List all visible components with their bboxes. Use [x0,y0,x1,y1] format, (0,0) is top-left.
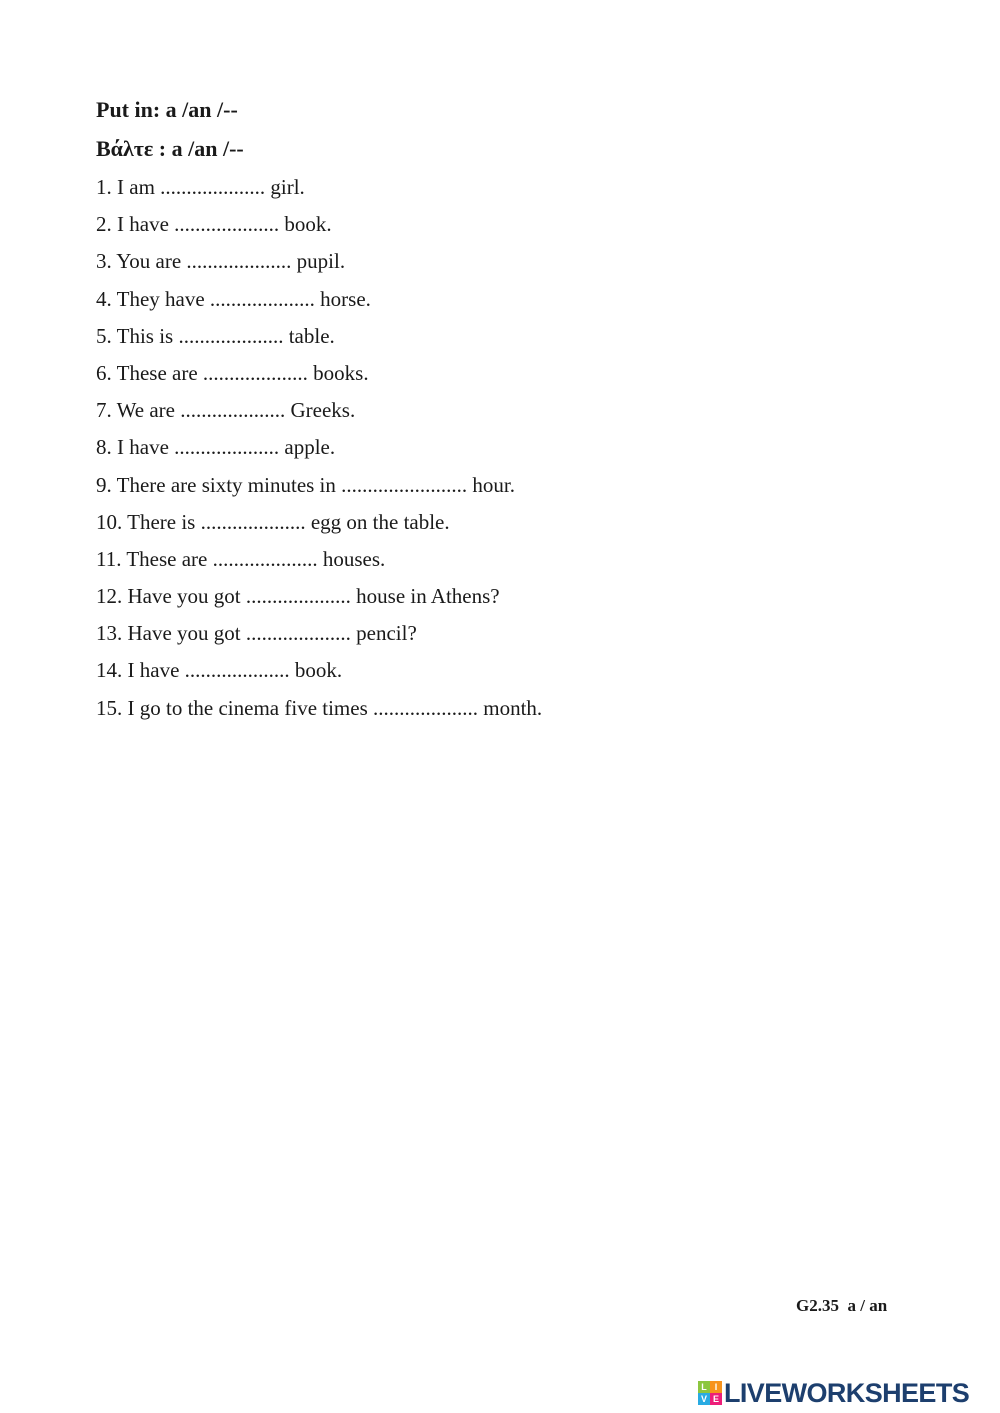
exercise-item-14: 14. I have .................... book. [96,658,343,683]
exercise-item-6: 6. These are .................... books. [96,360,369,385]
exercise-item-11: 11. These are .................... houses. [96,546,386,571]
exercise-item-3: 3. You are .................... pupil. [96,249,346,274]
liveworksheets-brand [698,1378,969,1408]
exercise-item-7: 7. We are .................... Greeks. [96,398,356,423]
exercise-item-2: 2. I have .................... book. [96,212,332,237]
brand-name: LIVEWORKSHEETS [724,1378,970,1408]
exercise-item-12: 12. Have you got .................... house in Athens? [96,584,500,609]
page-code-label: G2.35 a / an [796,1296,888,1315]
instruction-title-greek: Βάλτε : a /an /-- [96,136,244,161]
exercise-item-15: 15. I go to the cinema five times .................... month. [96,695,543,720]
exercise-list [96,174,542,732]
logo-letter-l: L [698,1381,710,1393]
exercise-item-5: 5. This is .................... table. [96,323,335,348]
logo-letter-e: E [710,1393,722,1405]
exercise-item-1: 1. I am .................... girl. [96,175,305,199]
exercise-item-10: 10. There is .................... egg on the table. [96,509,450,534]
liveworksheets-logo-icon [698,1381,722,1405]
exercise-item-9: 9. There are sixty minutes in ........................ hour. [96,472,515,497]
exercise-item-8: 8. I have .................... apple. [96,435,336,460]
logo-letter-v: V [698,1393,710,1405]
instruction-title-english: Put in: a /an /-- [96,97,238,122]
exercise-item-13: 13. Have you got .................... pencil? [96,621,417,646]
exercise-item-4: 4. They have .................... horse. [96,286,371,311]
logo-letter-i: I [710,1381,722,1393]
